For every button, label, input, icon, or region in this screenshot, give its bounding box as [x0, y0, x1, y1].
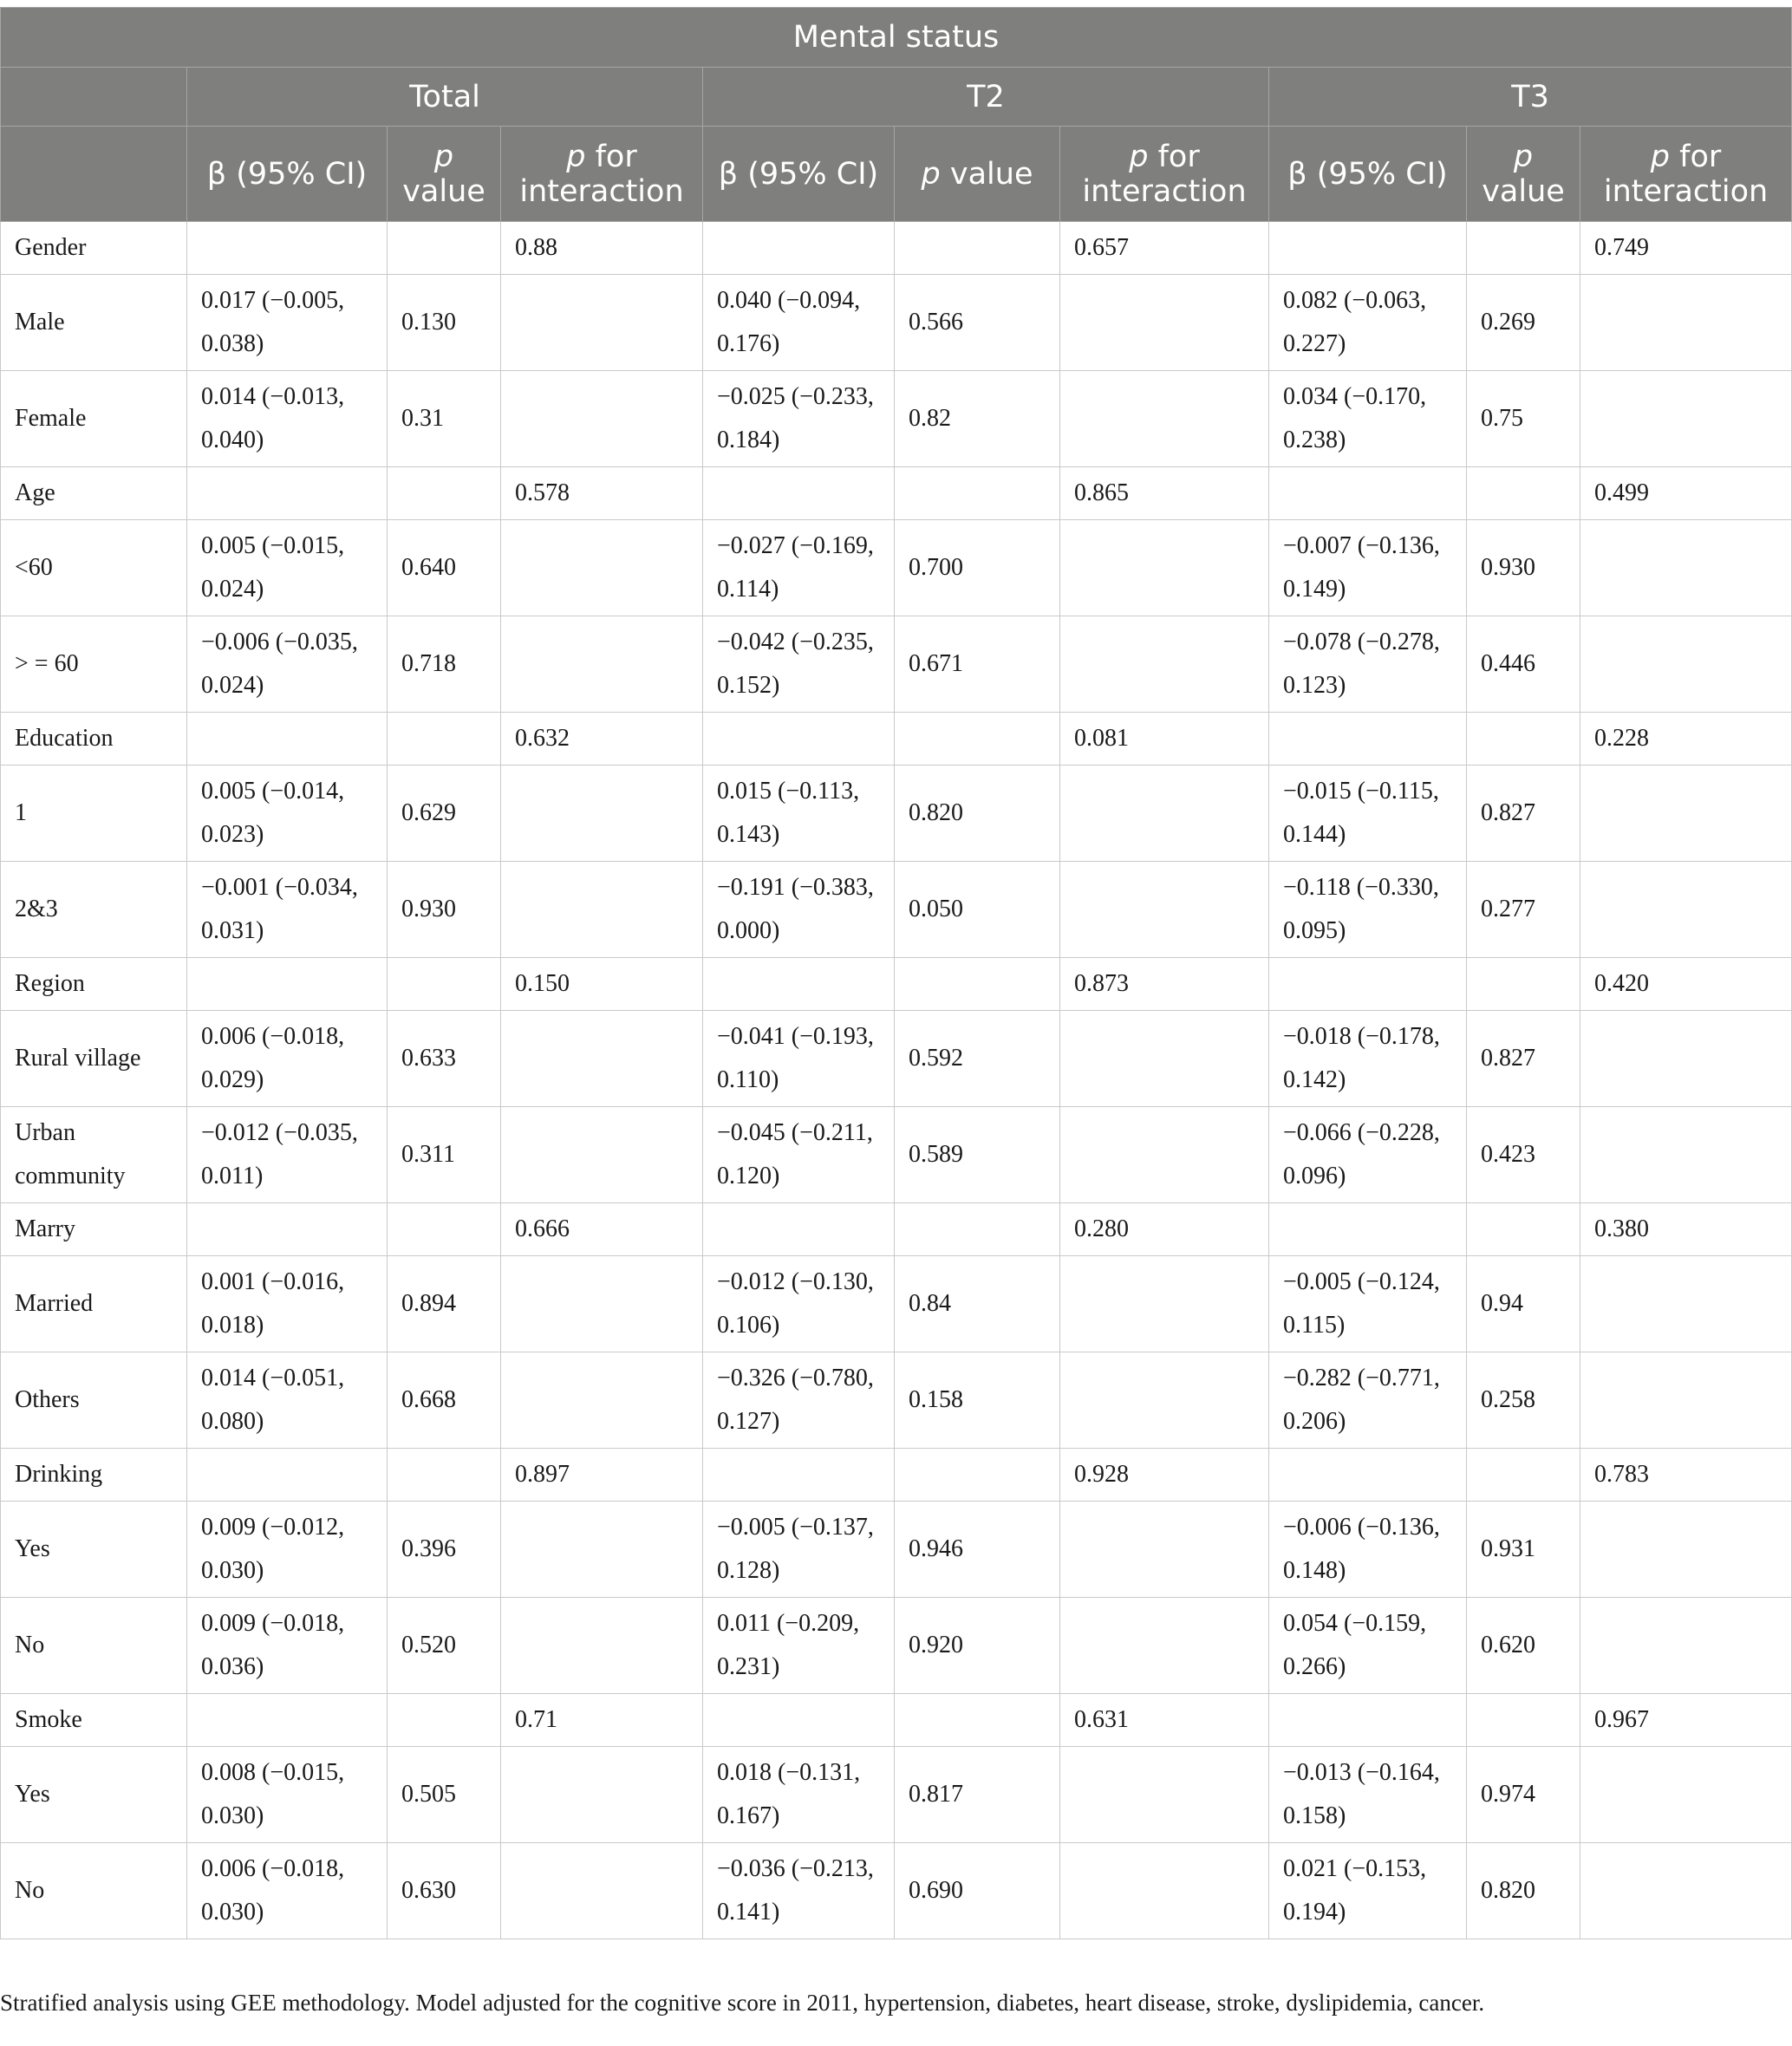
p-interaction-cell: 0.280 [1060, 1203, 1269, 1256]
variable-label: Drinking [1, 1449, 187, 1502]
subgroup-label: 2&3 [1, 862, 187, 958]
subgroup-label: No [1, 1598, 187, 1694]
p-interaction-cell [1580, 520, 1792, 616]
variable-row [1, 1203, 1792, 1256]
variable-row [1, 1694, 1792, 1747]
p-value-cell [388, 467, 501, 520]
beta-ci-cell [1269, 1449, 1467, 1502]
p-value-cell: 0.82 [895, 371, 1060, 467]
beta-ci-cell: −0.078 (−0.278, 0.123) [1269, 616, 1467, 713]
beta-ci-cell: 0.006 (−0.018, 0.030) [187, 1843, 388, 1939]
p-value-cell: 0.446 [1467, 616, 1580, 713]
beta-ci-cell: −0.013 (−0.164, 0.158) [1269, 1747, 1467, 1843]
beta-ci-cell: 0.034 (−0.170, 0.238) [1269, 371, 1467, 467]
p-interaction-header: p for interaction [1060, 127, 1269, 222]
beta-ci-cell [703, 222, 895, 275]
subgroup-label: Rural village [1, 1011, 187, 1107]
variable-row [1, 1449, 1792, 1502]
p-interaction-cell: 0.967 [1580, 1694, 1792, 1747]
p-interaction-cell [1580, 616, 1792, 713]
p-interaction-cell [1060, 1598, 1269, 1694]
p-value-cell [1467, 713, 1580, 766]
p-interaction-cell [1580, 1502, 1792, 1598]
p-value-cell [1467, 222, 1580, 275]
variable-row [1, 713, 1792, 766]
beta-ci-cell: 0.001 (−0.016, 0.018) [187, 1256, 388, 1352]
p-interaction-cell [501, 1843, 703, 1939]
group-header-total: Total [187, 68, 703, 127]
p-interaction-cell [501, 1747, 703, 1843]
p-interaction-cell [1580, 1011, 1792, 1107]
p-value-cell: 0.620 [1467, 1598, 1580, 1694]
p-interaction-cell [1060, 1107, 1269, 1203]
beta-ci-cell: 0.040 (−0.094, 0.176) [703, 275, 895, 371]
p-interaction-cell: 0.150 [501, 958, 703, 1011]
p-value-cell: 0.277 [1467, 862, 1580, 958]
p-value-cell: 0.817 [895, 1747, 1060, 1843]
beta-ci-cell [1269, 958, 1467, 1011]
p-interaction-cell [1580, 1747, 1792, 1843]
p-value-cell: 0.589 [895, 1107, 1060, 1203]
p-value-cell: 0.894 [388, 1256, 501, 1352]
subgroup-row [1, 520, 1792, 616]
p-interaction-cell [1060, 1256, 1269, 1352]
p-value-cell [895, 1694, 1060, 1747]
subgroup-label: > = 60 [1, 616, 187, 713]
variable-row [1, 467, 1792, 520]
subgroup-row [1, 275, 1792, 371]
beta-ci-cell: −0.012 (−0.035, 0.011) [187, 1107, 388, 1203]
beta-ci-cell: 0.082 (−0.063, 0.227) [1269, 275, 1467, 371]
p-interaction-cell [501, 766, 703, 862]
p-value-cell: 0.820 [1467, 1843, 1580, 1939]
p-interaction-cell: 0.631 [1060, 1694, 1269, 1747]
p-interaction-cell: 0.749 [1580, 222, 1792, 275]
p-interaction-cell [501, 1502, 703, 1598]
subgroup-label: Yes [1, 1502, 187, 1598]
subgroup-row [1, 616, 1792, 713]
subgroup-row [1, 1011, 1792, 1107]
subgroup-label: Married [1, 1256, 187, 1352]
p-interaction-cell: 0.578 [501, 467, 703, 520]
p-interaction-cell [501, 862, 703, 958]
beta-ci-cell: 0.021 (−0.153, 0.194) [1269, 1843, 1467, 1939]
beta-ci-cell: −0.006 (−0.136, 0.148) [1269, 1502, 1467, 1598]
beta-ci-header: β (95% CI) [187, 127, 388, 222]
subgroup-row [1, 1747, 1792, 1843]
beta-ci-cell: −0.042 (−0.235, 0.152) [703, 616, 895, 713]
beta-ci-cell: 0.011 (−0.209, 0.231) [703, 1598, 895, 1694]
p-value-cell [388, 1449, 501, 1502]
p-interaction-cell [1060, 1747, 1269, 1843]
p-interaction-cell: 0.420 [1580, 958, 1792, 1011]
empty-header-cell [1, 68, 187, 127]
beta-ci-cell [703, 1694, 895, 1747]
p-interaction-cell [1580, 1843, 1792, 1939]
p-value-cell: 0.946 [895, 1502, 1060, 1598]
subgroup-row [1, 862, 1792, 958]
beta-ci-cell: −0.066 (−0.228, 0.096) [1269, 1107, 1467, 1203]
p-value-cell: 0.050 [895, 862, 1060, 958]
p-value-cell: 0.158 [895, 1352, 1060, 1449]
p-value-header: p value [388, 127, 501, 222]
beta-ci-cell: −0.007 (−0.136, 0.149) [1269, 520, 1467, 616]
variable-label: Age [1, 467, 187, 520]
p-interaction-cell [1580, 1107, 1792, 1203]
beta-ci-cell [187, 713, 388, 766]
p-interaction-cell [501, 616, 703, 713]
subgroup-row [1, 1352, 1792, 1449]
p-interaction-cell [1060, 371, 1269, 467]
p-value-cell [388, 958, 501, 1011]
beta-ci-cell: 0.005 (−0.015, 0.024) [187, 520, 388, 616]
subgroup-label: <60 [1, 520, 187, 616]
p-interaction-cell [1580, 371, 1792, 467]
beta-ci-cell [703, 467, 895, 520]
p-value-cell: 0.75 [1467, 371, 1580, 467]
p-value-header: p value [1467, 127, 1580, 222]
p-value-cell [388, 222, 501, 275]
table-title: Mental status [1, 8, 1792, 68]
p-value-cell: 0.258 [1467, 1352, 1580, 1449]
beta-ci-cell: −0.012 (−0.130, 0.106) [703, 1256, 895, 1352]
p-interaction-cell [501, 371, 703, 467]
p-interaction-cell [501, 1011, 703, 1107]
p-value-cell [895, 467, 1060, 520]
beta-ci-cell: −0.282 (−0.771, 0.206) [1269, 1352, 1467, 1449]
p-interaction-cell: 0.873 [1060, 958, 1269, 1011]
p-interaction-cell: 0.081 [1060, 713, 1269, 766]
p-interaction-cell [1060, 275, 1269, 371]
p-interaction-cell: 0.865 [1060, 467, 1269, 520]
p-value-cell: 0.668 [388, 1352, 501, 1449]
p-value-cell: 0.630 [388, 1843, 501, 1939]
beta-ci-cell [187, 1694, 388, 1747]
beta-ci-cell: 0.017 (−0.005, 0.038) [187, 275, 388, 371]
beta-ci-cell: 0.009 (−0.012, 0.030) [187, 1502, 388, 1598]
p-interaction-cell [1060, 862, 1269, 958]
p-interaction-cell [1580, 1256, 1792, 1352]
beta-ci-cell: −0.006 (−0.035, 0.024) [187, 616, 388, 713]
beta-ci-cell [1269, 467, 1467, 520]
p-value-cell [1467, 467, 1580, 520]
p-value-cell: 0.31 [388, 371, 501, 467]
p-value-cell: 0.84 [895, 1256, 1060, 1352]
p-interaction-cell: 0.657 [1060, 222, 1269, 275]
p-value-cell [895, 1449, 1060, 1502]
p-value-cell [388, 713, 501, 766]
p-value-header: p value [895, 127, 1060, 222]
subgroup-row [1, 1843, 1792, 1939]
p-value-cell [895, 958, 1060, 1011]
p-value-cell [1467, 1694, 1580, 1747]
beta-ci-cell: 0.014 (−0.051, 0.080) [187, 1352, 388, 1449]
beta-ci-cell: 0.008 (−0.015, 0.030) [187, 1747, 388, 1843]
p-interaction-cell [1060, 1352, 1269, 1449]
beta-ci-cell [703, 1449, 895, 1502]
beta-ci-cell [1269, 1694, 1467, 1747]
beta-ci-cell: −0.118 (−0.330, 0.095) [1269, 862, 1467, 958]
beta-ci-cell: 0.018 (−0.131, 0.167) [703, 1747, 895, 1843]
beta-ci-cell [703, 1203, 895, 1256]
subgroup-label: Yes [1, 1747, 187, 1843]
beta-ci-cell [1269, 713, 1467, 766]
table-body [1, 222, 1792, 1939]
p-interaction-cell: 0.228 [1580, 713, 1792, 766]
p-interaction-cell [1060, 766, 1269, 862]
p-interaction-cell [1580, 275, 1792, 371]
beta-ci-cell: 0.054 (−0.159, 0.266) [1269, 1598, 1467, 1694]
beta-ci-cell: −0.005 (−0.124, 0.115) [1269, 1256, 1467, 1352]
group-header-t3: T3 [1269, 68, 1792, 127]
p-value-cell: 0.566 [895, 275, 1060, 371]
p-value-cell: 0.633 [388, 1011, 501, 1107]
p-interaction-cell [1060, 1502, 1269, 1598]
beta-ci-cell: 0.014 (−0.013, 0.040) [187, 371, 388, 467]
p-value-cell: 0.505 [388, 1747, 501, 1843]
beta-ci-cell [1269, 1203, 1467, 1256]
beta-ci-cell [187, 1449, 388, 1502]
p-interaction-cell [501, 1598, 703, 1694]
p-value-cell: 0.690 [895, 1843, 1060, 1939]
p-value-cell: 0.820 [895, 766, 1060, 862]
p-interaction-header: p for interaction [501, 127, 703, 222]
p-value-cell: 0.700 [895, 520, 1060, 616]
p-interaction-header: p for interaction [1580, 127, 1792, 222]
p-interaction-cell [501, 1352, 703, 1449]
subgroup-row [1, 1598, 1792, 1694]
p-value-cell [388, 1203, 501, 1256]
p-value-cell: 0.311 [388, 1107, 501, 1203]
beta-ci-cell [1269, 222, 1467, 275]
p-value-cell: 0.931 [1467, 1502, 1580, 1598]
table-container [0, 7, 1791, 1939]
subgroup-label: 1 [1, 766, 187, 862]
beta-ci-cell: −0.005 (−0.137, 0.128) [703, 1502, 895, 1598]
beta-ci-cell [703, 958, 895, 1011]
p-interaction-cell [501, 520, 703, 616]
p-value-cell [895, 222, 1060, 275]
beta-ci-cell: −0.027 (−0.169, 0.114) [703, 520, 895, 616]
beta-ci-cell: −0.041 (−0.193, 0.110) [703, 1011, 895, 1107]
beta-ci-header: β (95% CI) [1269, 127, 1467, 222]
p-value-cell [895, 1203, 1060, 1256]
beta-ci-cell: −0.036 (−0.213, 0.141) [703, 1843, 895, 1939]
beta-ci-cell: 0.005 (−0.014, 0.023) [187, 766, 388, 862]
subgroup-row [1, 1107, 1792, 1203]
p-interaction-cell [1060, 1011, 1269, 1107]
variable-label: Education [1, 713, 187, 766]
beta-ci-cell [187, 467, 388, 520]
group-header-t2: T2 [703, 68, 1269, 127]
table-footnote: Stratified analysis using GEE methodology. Model adjusted for the cognitive score in 2011, hypertension, diabetes, heart disease, stroke, dyslipidemia, cancer. [0, 1990, 1485, 2016]
p-interaction-cell: 0.897 [501, 1449, 703, 1502]
variable-label: Region [1, 958, 187, 1011]
p-value-cell [895, 713, 1060, 766]
p-value-cell: 0.629 [388, 766, 501, 862]
p-interaction-cell [501, 1256, 703, 1352]
p-interaction-cell [1060, 616, 1269, 713]
beta-ci-cell: −0.191 (−0.383, 0.000) [703, 862, 895, 958]
stratified-results-table [0, 7, 1792, 1939]
beta-ci-cell [187, 1203, 388, 1256]
p-interaction-cell: 0.928 [1060, 1449, 1269, 1502]
p-value-cell: 0.592 [895, 1011, 1060, 1107]
subgroup-row [1, 1502, 1792, 1598]
p-interaction-cell: 0.71 [501, 1694, 703, 1747]
variable-row [1, 222, 1792, 275]
p-interaction-cell: 0.499 [1580, 467, 1792, 520]
p-value-cell: 0.930 [388, 862, 501, 958]
variable-row [1, 958, 1792, 1011]
p-interaction-cell [1580, 1598, 1792, 1694]
variable-label: Marry [1, 1203, 187, 1256]
p-value-cell [1467, 958, 1580, 1011]
p-interaction-cell [1060, 1843, 1269, 1939]
p-value-cell: 0.974 [1467, 1747, 1580, 1843]
p-interaction-cell: 0.88 [501, 222, 703, 275]
variable-label: Gender [1, 222, 187, 275]
p-interaction-cell [1580, 766, 1792, 862]
p-interaction-cell: 0.380 [1580, 1203, 1792, 1256]
variable-label: Smoke [1, 1694, 187, 1747]
beta-ci-cell: −0.018 (−0.178, 0.142) [1269, 1011, 1467, 1107]
subgroup-label: Urban community [1, 1107, 187, 1203]
p-value-cell: 0.827 [1467, 766, 1580, 862]
p-value-cell: 0.827 [1467, 1011, 1580, 1107]
beta-ci-cell: −0.025 (−0.233, 0.184) [703, 371, 895, 467]
beta-ci-cell: −0.326 (−0.780, 0.127) [703, 1352, 895, 1449]
subgroup-label: Male [1, 275, 187, 371]
p-value-cell: 0.671 [895, 616, 1060, 713]
beta-ci-cell [187, 222, 388, 275]
p-interaction-cell: 0.783 [1580, 1449, 1792, 1502]
beta-ci-cell: −0.015 (−0.115, 0.144) [1269, 766, 1467, 862]
subgroup-label: No [1, 1843, 187, 1939]
subgroup-row [1, 1256, 1792, 1352]
p-interaction-cell [1580, 1352, 1792, 1449]
p-value-cell [388, 1694, 501, 1747]
p-value-cell: 0.94 [1467, 1256, 1580, 1352]
beta-ci-cell: 0.015 (−0.113, 0.143) [703, 766, 895, 862]
beta-ci-cell [187, 958, 388, 1011]
empty-subheader-cell [1, 127, 187, 222]
beta-ci-cell: −0.045 (−0.211, 0.120) [703, 1107, 895, 1203]
p-interaction-cell [501, 275, 703, 371]
p-interaction-cell: 0.632 [501, 713, 703, 766]
subgroup-row [1, 371, 1792, 467]
p-value-cell [1467, 1449, 1580, 1502]
p-interaction-cell: 0.666 [501, 1203, 703, 1256]
beta-ci-cell: 0.006 (−0.018, 0.029) [187, 1011, 388, 1107]
p-value-cell: 0.930 [1467, 520, 1580, 616]
beta-ci-cell: 0.009 (−0.018, 0.036) [187, 1598, 388, 1694]
p-value-cell: 0.423 [1467, 1107, 1580, 1203]
p-value-cell: 0.640 [388, 520, 501, 616]
beta-ci-header: β (95% CI) [703, 127, 895, 222]
p-value-cell: 0.130 [388, 275, 501, 371]
p-interaction-cell [1580, 862, 1792, 958]
beta-ci-cell [703, 713, 895, 766]
subgroup-label: Others [1, 1352, 187, 1449]
p-interaction-cell [501, 1107, 703, 1203]
p-value-cell: 0.520 [388, 1598, 501, 1694]
p-value-cell: 0.396 [388, 1502, 501, 1598]
subgroup-label: Female [1, 371, 187, 467]
p-value-cell [1467, 1203, 1580, 1256]
beta-ci-cell: −0.001 (−0.034, 0.031) [187, 862, 388, 958]
p-value-cell: 0.269 [1467, 275, 1580, 371]
p-value-cell: 0.920 [895, 1598, 1060, 1694]
p-interaction-cell [1060, 520, 1269, 616]
p-value-cell: 0.718 [388, 616, 501, 713]
subgroup-row [1, 766, 1792, 862]
